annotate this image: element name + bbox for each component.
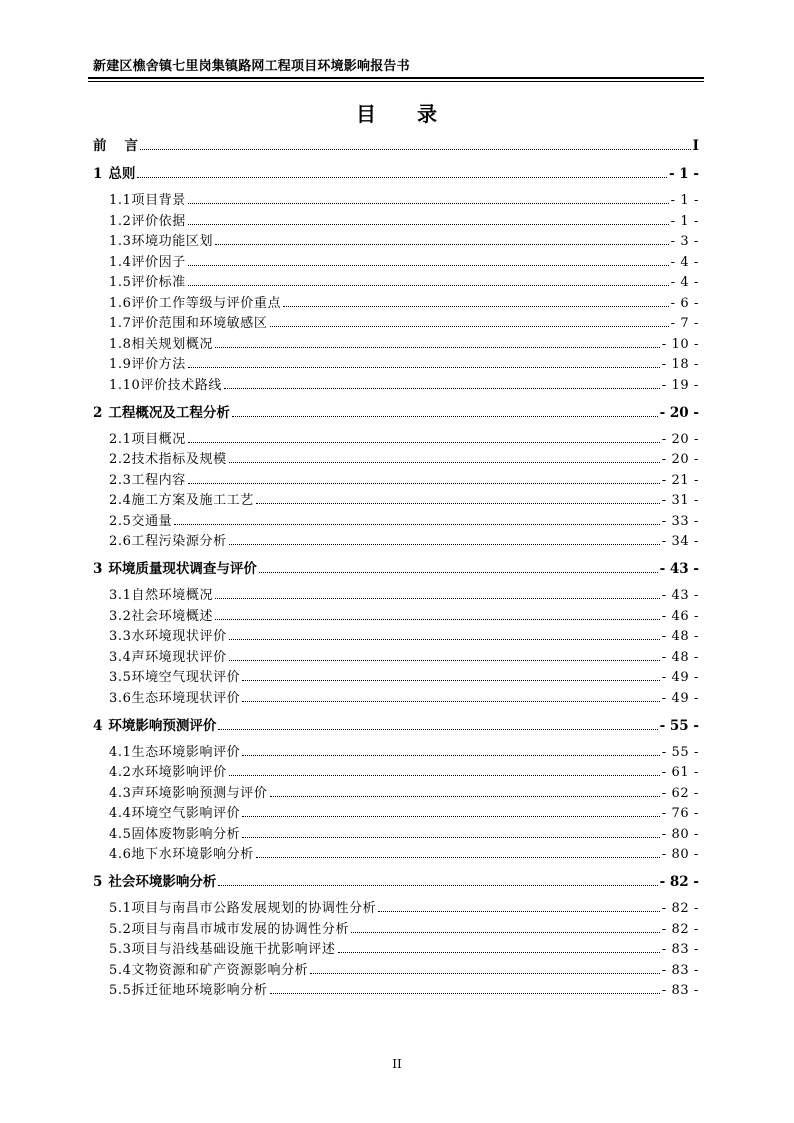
toc-entry-title: 环境质量现状调查与评价 (108, 561, 257, 577)
toc-entry-number: 1.10 (109, 377, 141, 393)
toc-entry-title: 相关规划概况 (131, 336, 214, 352)
toc-dot-leader (351, 932, 660, 933)
toc-dot-leader (218, 885, 657, 886)
toc-entry-page: - 34 - (661, 534, 699, 549)
toc-entry-title: 生态环境现状评价 (131, 690, 241, 706)
toc-entry-number: 1.8 (109, 336, 132, 352)
toc-entry-page: - 1 - (669, 166, 699, 182)
toc-entry-number: 4.1 (109, 744, 132, 760)
toc-entry-title: 评价技术路线 (140, 377, 222, 393)
toc-entry-title: 社会环境影响分析 (108, 874, 217, 890)
toc-entry-title: 声环境现状评价 (131, 649, 227, 665)
toc-entry-number: 4.5 (109, 826, 132, 842)
toc-dot-leader (259, 572, 658, 573)
toc-section-entry[interactable] (93, 844, 699, 862)
toc-entry-title: 评价工作等级与评价重点 (131, 295, 282, 311)
toc-entry-title: 施工方案及施工工艺 (131, 493, 254, 508)
toc-entry-title: 工程概况及工程分析 (108, 404, 230, 421)
toc-dot-leader (140, 149, 691, 150)
toc-entry-number: 2.1 (109, 431, 132, 447)
toc-dot-leader (137, 177, 667, 178)
toc-section-entry[interactable] (93, 762, 699, 780)
toc-entry-page: - 20 - (659, 404, 699, 421)
toc-dot-leader (310, 973, 660, 974)
toc-entry-page: I (692, 138, 699, 154)
toc-dot-leader (188, 442, 660, 443)
toc-entry-title: 固体废物影响分析 (131, 826, 241, 842)
toc-entry-page: - 20 - (661, 431, 699, 447)
toc-entry-page: - 31 - (661, 493, 699, 508)
toc-entry-number: 3.3 (109, 629, 132, 644)
toc-entry-title: 项目概况 (131, 431, 186, 447)
toc-section-entry[interactable] (93, 960, 699, 978)
toc-section-entry[interactable] (93, 293, 699, 311)
toc-section-entry[interactable] (93, 429, 699, 447)
toc-heading-right: 录 (417, 102, 438, 126)
toc-section-entry[interactable] (93, 190, 699, 208)
toc-section-entry[interactable] (93, 470, 699, 488)
toc-entry-page: - 1 - (670, 213, 699, 229)
toc-section-entry[interactable] (93, 313, 699, 331)
toc-entry-number: 1.3 (109, 234, 132, 249)
toc-entry-title: 项目与南昌市城市发展的协调性分析 (131, 921, 350, 937)
toc-entry-title: 评价范围和环境敏感区 (131, 316, 268, 331)
toc-entry-title: 环境功能区划 (131, 234, 214, 249)
toc-section-entry[interactable] (93, 980, 699, 998)
toc-section-entry[interactable] (93, 231, 699, 249)
toc-entry-page: - 19 - (661, 377, 699, 393)
toc-entry-title: 社会环境概述 (131, 608, 214, 624)
toc-dot-leader (188, 224, 669, 225)
toc-dot-leader (229, 660, 660, 661)
toc-dot-leader (242, 680, 660, 681)
toc-heading (0, 98, 794, 127)
toc-dot-leader (215, 347, 660, 348)
toc-entry-number: 4.3 (109, 785, 132, 801)
toc-entry-title: 生态环境影响评价 (131, 744, 241, 760)
toc-entry-page: - 1 - (670, 193, 699, 208)
toc-entry-page: - 6 - (670, 295, 699, 311)
toc-entry-number: 5 (93, 874, 103, 890)
toc-entry-number: 前 (93, 138, 107, 154)
toc-entry-page: - 83 - (661, 983, 699, 998)
toc-dot-leader (229, 775, 660, 776)
toc-section-entry[interactable] (93, 783, 699, 801)
toc-dot-leader (188, 265, 669, 266)
toc-dot-leader (174, 524, 660, 525)
toc-dot-leader (270, 796, 660, 797)
footer-page-number: II (392, 1057, 402, 1071)
toc-entry-number: 5.2 (109, 921, 132, 937)
toc-entry-number: 3.6 (109, 690, 132, 706)
toc-entry-number: 4.2 (109, 765, 132, 780)
toc-entry-number: 3.2 (109, 608, 132, 624)
toc-section-entry[interactable] (93, 449, 699, 467)
toc-entry-title: 环境空气现状评价 (131, 670, 241, 685)
toc-entry-number: 1.9 (109, 357, 132, 372)
toc-entry-title: 评价因子 (131, 254, 186, 270)
toc-entry-number: 2.2 (109, 452, 132, 467)
toc-entry-number: 3 (93, 561, 103, 577)
toc-entry-number: 4 (93, 717, 103, 734)
toc-section-entry[interactable] (93, 354, 699, 372)
toc-section-entry[interactable] (93, 252, 699, 270)
toc-entry-number: 1 (93, 166, 103, 182)
toc-entry-number: 4.4 (109, 806, 132, 821)
toc-entry-title: 总则 (108, 166, 136, 182)
toc-entry-number: 1.5 (109, 275, 132, 290)
toc-section-entry[interactable] (93, 511, 699, 529)
toc-entry-title: 言 (124, 138, 138, 154)
toc-entry-title: 环境空气影响评价 (131, 806, 241, 821)
toc-entry-title: 环境影响预测评价 (108, 717, 217, 734)
toc-entry-page: - 80 - (661, 826, 699, 842)
toc-section-entry[interactable] (93, 803, 699, 821)
toc-entry-page: - 7 - (670, 316, 699, 331)
toc-entry-title: 项目与南昌市公路发展规划的协调性分析 (131, 901, 377, 916)
toc-section-entry[interactable] (93, 531, 699, 549)
toc-dot-leader (256, 857, 660, 858)
toc-dot-leader (229, 639, 660, 640)
toc-dot-leader (283, 306, 669, 307)
toc-entry-title: 项目背景 (131, 193, 186, 208)
toc-chapter-entry[interactable] (93, 557, 699, 577)
toc-entry-title: 水环境影响评价 (131, 765, 227, 780)
toc-entry-number: 1.2 (109, 213, 132, 229)
toc-entry-page: - 49 - (661, 690, 699, 706)
toc-entry-number: 3.1 (109, 588, 132, 603)
toc-section-entry[interactable] (93, 211, 699, 229)
toc-entry-number: 1.6 (109, 295, 132, 311)
toc-entry-title: 水环境现状评价 (131, 629, 227, 644)
toc-entry-title: 声环境影响预测与评价 (131, 785, 268, 801)
toc-section-entry[interactable] (93, 688, 699, 706)
toc-dot-leader (270, 326, 669, 327)
toc-dot-leader (188, 203, 669, 204)
toc-section-entry[interactable] (93, 919, 699, 937)
toc-dot-leader (242, 701, 660, 702)
toc-dot-leader (242, 816, 660, 817)
toc-entry-page: - 10 - (661, 336, 699, 352)
toc-section-entry[interactable] (93, 375, 699, 393)
toc-entry-page: - 46 - (661, 608, 699, 624)
toc-entry-title: 评价方法 (131, 357, 186, 372)
toc-dot-leader (188, 483, 660, 484)
toc-entry-number: 1.7 (109, 316, 132, 331)
header-rule-thin (88, 81, 704, 82)
toc-section-entry[interactable] (93, 898, 699, 916)
toc-dot-leader (218, 729, 657, 730)
toc-section-entry[interactable] (93, 939, 699, 957)
toc-entry-number: 2.6 (109, 534, 132, 549)
toc-entry-page: - 33 - (661, 513, 699, 529)
toc-entry-page: - 62 - (661, 785, 699, 801)
toc-dot-leader (338, 952, 660, 953)
toc-entry-number: 3.5 (109, 670, 132, 685)
toc-dot-leader (188, 285, 669, 286)
toc-entry-number: 2.3 (109, 472, 132, 488)
toc-entry-page: - 48 - (661, 649, 699, 665)
toc-chapter-entry[interactable] (93, 162, 699, 182)
toc-entry-title: 评价标准 (131, 275, 186, 290)
toc-heading-left: 目 (356, 102, 377, 126)
toc-entry-page: - 82 - (661, 901, 699, 916)
toc-dot-leader (215, 619, 660, 620)
toc-entry-page: - 76 - (661, 806, 699, 821)
toc-entry-page: - 82 - (659, 874, 699, 890)
toc-entry-page: - 61 - (661, 765, 699, 780)
toc-entry-number: 2.5 (109, 513, 132, 529)
toc-entry-page: - 49 - (661, 670, 699, 685)
toc-entry-page: - 80 - (661, 847, 699, 862)
toc-entry-number: 5.1 (109, 901, 132, 916)
toc-dot-leader (229, 462, 660, 463)
toc-entry-title: 技术指标及规模 (131, 452, 227, 467)
toc-dot-leader (215, 244, 669, 245)
toc-dot-leader (232, 416, 658, 417)
toc-entry-page: - 55 - (659, 717, 699, 734)
toc-chapter-entry[interactable] (93, 714, 699, 734)
toc-dot-leader (229, 544, 660, 545)
toc-entry-page: - 43 - (661, 588, 699, 603)
document-header-title: 新建区樵舍镇七里岗集镇路网工程项目环境影响报告书 (93, 59, 410, 74)
header-rule-thick (88, 77, 704, 79)
toc-entry-title: 自然环境概况 (131, 588, 214, 603)
toc-section-entry[interactable] (93, 490, 699, 508)
toc-dot-leader (378, 911, 660, 912)
toc-dot-leader (242, 837, 660, 838)
toc-section-entry[interactable] (93, 334, 699, 352)
toc-entry-number: 4.6 (109, 847, 132, 862)
toc-entry-number: 3.4 (109, 649, 132, 665)
toc-entry-page: - 20 - (661, 452, 699, 467)
toc-section-entry[interactable] (93, 272, 699, 290)
toc-entry-page: - 43 - (659, 561, 699, 577)
toc-entry-page: - 83 - (661, 962, 699, 978)
toc-entry-number: 1.1 (109, 193, 132, 208)
toc-entry-page: - 18 - (661, 357, 699, 372)
toc-entry-title: 工程污染源分析 (131, 534, 227, 549)
toc-entry-page: - 4 - (670, 254, 699, 270)
toc-entry-title: 文物资源和矿产资源影响分析 (131, 962, 309, 978)
toc-dot-leader (242, 755, 660, 756)
toc-entry-title: 交通量 (131, 513, 173, 529)
toc-entry-title: 项目与沿线基础设施干扰影响评述 (131, 942, 336, 957)
toc-entry-title: 工程内容 (131, 472, 186, 488)
toc-dot-leader (224, 388, 660, 389)
toc-dot-leader (188, 367, 660, 368)
toc-entry-page: - 4 - (670, 275, 699, 290)
toc-entry-number: 2 (93, 404, 103, 421)
toc-section-entry[interactable] (93, 742, 699, 760)
toc-section-entry[interactable] (93, 667, 699, 685)
toc-entry-number: 5.4 (109, 962, 132, 978)
toc-section-entry[interactable] (93, 824, 699, 842)
toc-section-entry[interactable] (93, 647, 699, 665)
toc-entry-title: 评价依据 (131, 213, 186, 229)
toc-entry-title: 地下水环境影响分析 (131, 847, 254, 862)
toc-section-entry[interactable] (93, 606, 699, 624)
toc-entry-number: 1.4 (109, 254, 132, 270)
toc-entry-page: - 48 - (661, 629, 699, 644)
toc-section-entry[interactable] (93, 626, 699, 644)
toc-entry-number: 5.3 (109, 942, 132, 957)
toc-entry-number: 5.5 (109, 983, 132, 998)
toc-entry-page: - 55 - (661, 744, 699, 760)
toc-chapter-entry[interactable] (93, 134, 699, 154)
toc-dot-leader (270, 993, 660, 994)
toc-chapter-entry[interactable] (93, 870, 699, 890)
toc-dot-leader (215, 598, 660, 599)
toc-entry-page: - 21 - (661, 472, 699, 488)
toc-entry-number: 2.4 (109, 493, 132, 508)
toc-chapter-entry[interactable] (93, 401, 699, 421)
toc-entry-page: - 3 - (670, 234, 699, 249)
toc-entry-page: - 82 - (661, 921, 699, 937)
toc-entry-title: 拆迁征地环境影响分析 (131, 983, 268, 998)
toc-dot-leader (256, 503, 660, 504)
toc-entry-page: - 83 - (661, 942, 699, 957)
toc-section-entry[interactable] (93, 585, 699, 603)
